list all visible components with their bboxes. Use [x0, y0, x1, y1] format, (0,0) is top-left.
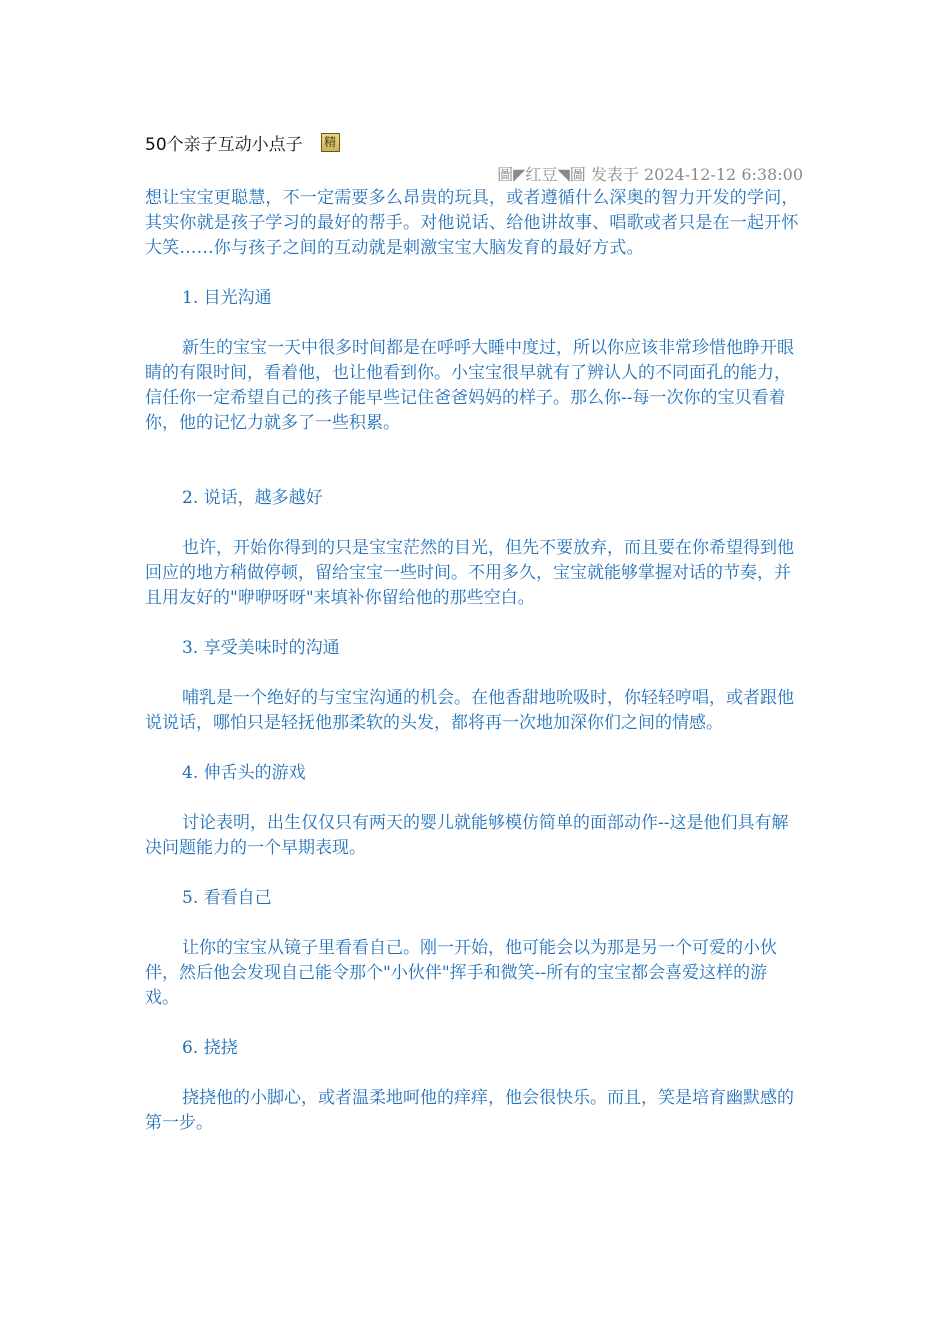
section-heading: 3. 享受美味时的沟通 — [182, 638, 340, 658]
section-paragraph: 讨论表明，出生仅仅只有两天的婴儿就能够模仿简单的面部动作--这是他们具有解决问题能力的一个早期表现。 — [145, 813, 789, 858]
section-paragraph: 哺乳是一个绝好的与宝宝沟通的机会。在他香甜地吮吸时，你轻轻哼唱，或者跟他说说话，哪怕只是轻抚他那柔软的头发，都将再一次地加深你们之间的情感。 — [145, 688, 794, 733]
section-paragraph: 也许，开始你得到的只是宝宝茫然的目光，但先不要放弃，而且要在你希望得到他回应的地方稍做停顿，留给宝宝一些时间。不用多久，宝宝就能够掌握对话的节奏，并且用友好的"咿咿呀呀"来填补你留给他的那些空白。 — [145, 538, 794, 608]
intro-paragraph: 想让宝宝更聪慧，不一定需要多么昂贵的玩具，或者遵循什么深奥的智力开发的学问，其实你就是孩子学习的最好的帮手。对他说话、给他讲故事、唱歌或者只是在一起开怀大笑……你与孩子之间的互动就是刺激宝宝大脑发育的最好方式。 — [145, 188, 799, 258]
article-body — [145, 186, 800, 1136]
featured-badge-icon: 精 — [321, 133, 340, 152]
section-heading: 1. 目光沟通 — [182, 288, 272, 308]
article-title-row — [145, 128, 800, 156]
section-paragraph: 让你的宝宝从镜子里看看自己。刚一开始，他可能会以为那是另一个可爱的小伙伴，然后他会发现自己能令那个"小伙伴"挥手和微笑--所有的宝宝都会喜爱这样的游戏。 — [145, 938, 777, 1008]
article-title[interactable]: 50个亲子互动小点子 — [145, 134, 303, 155]
post-meta — [145, 164, 803, 186]
posted-label: 发表于 — [590, 165, 639, 184]
post-timestamp: 2024-12-12 6:38:00 — [643, 165, 803, 184]
section-heading: 2. 说话，越多越好 — [182, 488, 323, 508]
section-heading: 4. 伸舌头的游戏 — [182, 763, 306, 783]
section-heading: 5. 看看自己 — [182, 888, 272, 908]
article — [145, 128, 803, 1136]
section-heading: 6. 挠挠 — [182, 1038, 238, 1058]
section-paragraph: 新生的宝宝一天中很多时间都是在呼呼大睡中度过，所以你应该非常珍惜他睁开眼睛的有限时间，看着他，也让他看到你。小宝宝很早就有了辨认人的不同面孔的能力，信任你一定希望自己的孩子能早些记住爸爸妈妈的样子。那么你--每一次你的宝贝看着你，他的记忆力就多了一些积累。 — [145, 338, 794, 433]
section-paragraph: 挠挠他的小脚心，或者温柔地呵他的痒痒，他会很快乐。而且，笑是培育幽默感的第一步。 — [145, 1088, 794, 1133]
author-name[interactable]: 圖◤红豆◥圖 — [497, 165, 586, 184]
